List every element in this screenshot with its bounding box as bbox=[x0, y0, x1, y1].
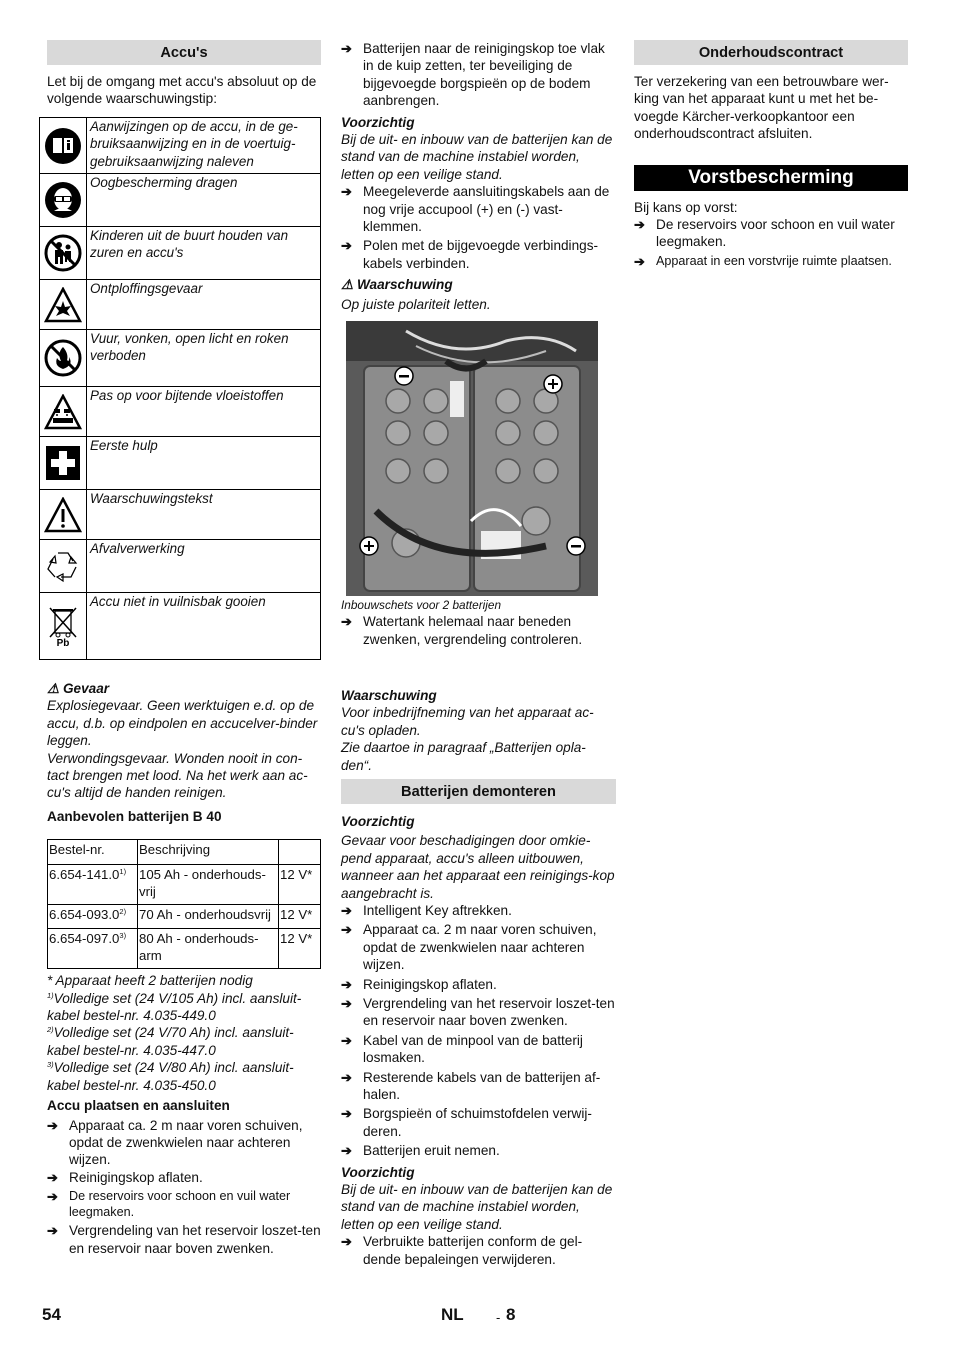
list-item: ➔ Verbruikte batterijen conform de gel-dende bepaleingen verwijderen. bbox=[341, 1234, 583, 1267]
eye-protection-icon bbox=[40, 174, 87, 227]
intro-text: Let bij de omgang met accu's absoluut op de volgende waarschuwingstip: bbox=[47, 74, 317, 107]
list-item: ➔ Intelligent Key aftrekken. bbox=[341, 902, 512, 918]
arrow-icon: ➔ bbox=[341, 1234, 352, 1250]
symbol-text: Eerste hulp bbox=[87, 437, 321, 490]
warning-icon: ⚠ bbox=[341, 277, 357, 293]
list-item: ➔ Batterijen eruit nemen. bbox=[341, 1143, 500, 1159]
caution-text: Bij de uit- en inbouw van de batterijen kan de stand van de machine instabiel worden, letten op een veilige stand. bbox=[341, 132, 613, 182]
list-item: ➔ Meegeleverde aansluitingskabels aan de nog vrije accupool (+) en (-) vast-klemmen. bbox=[341, 184, 610, 235]
danger-text-2: Verwondingsgevaar. Wonden nooit in con-tact brengen met lood. Na het werk aan ac-cu's altijd de handen reinigen. bbox=[47, 750, 308, 801]
table-header: Bestel-nr. bbox=[48, 840, 138, 865]
symbol-text: Ontploffingsgevaar bbox=[87, 280, 321, 330]
arrow-icon: ➔ bbox=[341, 976, 352, 992]
no-fire-icon bbox=[40, 330, 87, 387]
arrow-icon: ➔ bbox=[47, 1117, 58, 1133]
list-item: ➔ Reinigingskop aflaten. bbox=[341, 976, 497, 992]
note-star: * Apparaat heeft 2 batterijen nodig bbox=[47, 973, 253, 989]
warning-text: Zie daartoe in paragraaf „Batterijen opla-den“. bbox=[341, 740, 586, 773]
table-row: 6.654-141.0$^{1)}$ 105 Ah - onderhouds-vrij 12 V* bbox=[48, 865, 321, 905]
symbol-text: Kinderen uit de buurt houden van zuren en accu's bbox=[87, 227, 321, 280]
list-item: ➔ De reservoirs voor schoon en vuil water leegmaken. bbox=[634, 217, 895, 250]
first-aid-icon bbox=[40, 437, 87, 490]
note-2: $^{2)}$Volledige set (24 V/70 Ah) incl. aansluit-kabel bestel-nr. 4.035-447.0 bbox=[47, 1025, 294, 1058]
arrow-icon: ➔ bbox=[341, 614, 352, 630]
list-item: ➔ Reinigingskop aflaten. bbox=[47, 1169, 203, 1185]
warning-icon: ⚠ bbox=[47, 681, 63, 696]
footer-dash: - bbox=[496, 1310, 501, 1325]
explosion-icon bbox=[40, 280, 87, 330]
list-item: ➔ Watertank helemaal naar beneden zwenken, vergrendeling controleren. bbox=[341, 614, 583, 647]
section-heading-frost: Vorstbescherming bbox=[634, 165, 908, 191]
danger-text-1: Explosiegevaar. Geen werktuigen e.d. op de accu, d.b. op eindpolen en accucelver-binder leggen. bbox=[47, 698, 318, 749]
arrow-icon: ➔ bbox=[341, 238, 352, 254]
battery-photo bbox=[346, 321, 598, 596]
table-header: Beschrijving bbox=[138, 840, 279, 865]
column-1-lower bbox=[47, 680, 321, 1257]
recycling-icon bbox=[40, 540, 87, 593]
frost-intro: Bij kans op vorst: bbox=[634, 199, 738, 215]
symbol-text: Aanwijzingen op de accu, in de ge-bruiksaanwijzing en in de voertuig-gebruiksaanwijzing naleven bbox=[87, 118, 321, 174]
arrow-icon: ➔ bbox=[341, 996, 352, 1011]
warning-label: Waarschuwing bbox=[341, 687, 437, 703]
section-heading-contract: Onderhoudscontract bbox=[634, 40, 908, 65]
table-row: 6.654-097.0$^{3)}$ 80 Ah - onderhouds-arm 12 V* bbox=[48, 929, 321, 969]
no-children-icon bbox=[40, 227, 87, 280]
section-page-number: 8 bbox=[506, 1305, 516, 1324]
arrow-icon: ➔ bbox=[341, 1106, 352, 1122]
contract-text: Ter verzekering van een betrouwbare wer-king van het apparaat kunt u met het be-voegde Kärcher-verkoopkantoor een onderhoudscontract afsluiten. bbox=[634, 74, 889, 142]
photo-caption: Inbouwschets voor 2 batterijen bbox=[341, 598, 502, 613]
page-number: 54 bbox=[42, 1305, 61, 1324]
list-item: ➔ Apparaat in een vorstvrije ruimte plaatsen. bbox=[634, 253, 892, 269]
note-3: $^{3)}$Volledige set (24 V/80 Ah) incl. aansluit-kabel bestel-nr. 4.035-450.0 bbox=[47, 1060, 294, 1093]
arrow-icon: ➔ bbox=[341, 184, 352, 200]
warning-text: Op juiste polariteit letten. bbox=[341, 296, 491, 312]
caution-label: Voorzichtig bbox=[341, 114, 415, 130]
arrow-icon: ➔ bbox=[634, 217, 645, 233]
corrosive-icon bbox=[40, 387, 87, 437]
list-item: ➔ Batterijen naar de reinigingskop toe vlak in de kuip zetten, ter beveiliging de bijgevoegde borgspieën op de bodem aanbrengen. bbox=[341, 41, 605, 109]
section-heading-accus: Accu's bbox=[47, 40, 321, 65]
caution-label: Voorzichtig bbox=[341, 1164, 415, 1180]
battery-order-table bbox=[47, 839, 321, 969]
arrow-icon: ➔ bbox=[341, 41, 352, 56]
list-item: ➔ Apparaat ca. 2 m naar voren schuiven, opdat de zwenkwielen naar achteren wijzen. bbox=[341, 922, 597, 973]
danger-label: ⚠ Gevaar bbox=[47, 681, 110, 696]
no-bin-icon bbox=[40, 593, 87, 660]
symbol-text: Afvalverwerking bbox=[87, 540, 321, 593]
caution-text: Gevaar voor beschadigingen door omkie-pend apparaat, accu's alleen uitbouwen, wanneer aan het apparaat een reinigings-kop aangebracht is. bbox=[341, 833, 615, 901]
symbol-text: Accu niet in vuilnisbak gooien bbox=[87, 593, 321, 660]
list-item: ➔ Apparaat ca. 2 m naar voren schuiven, opdat de zwenkwielen naar achteren wijzen. bbox=[47, 1117, 303, 1168]
list-item: ➔ De reservoirs voor schoon en vuil water leegmaken. bbox=[47, 1189, 291, 1220]
list-item: ➔ Kabel van de minpool van de batterij losmaken. bbox=[341, 1032, 583, 1066]
list-item: ➔ Vergrendeling van het reservoir loszet-ten en reservoir naar boven zwenken. bbox=[47, 1223, 321, 1256]
symbol-text: Oogbescherming dragen bbox=[87, 174, 321, 227]
caution-label: Voorzichtig bbox=[341, 813, 415, 829]
symbol-text: Vuur, vonken, open licht en roken verboden bbox=[87, 330, 321, 387]
note-1: $^{1)}$Volledige set (24 V/105 Ah) incl. aansluit-kabel bestel-nr. 4.035-449.0 bbox=[47, 990, 302, 1024]
svg-text:Pb: Pb bbox=[56, 638, 70, 647]
manual-icon bbox=[40, 118, 87, 174]
arrow-icon: ➔ bbox=[341, 1032, 352, 1048]
install-heading: Accu plaatsen en aansluiten bbox=[47, 1098, 230, 1114]
list-item: ➔ Borgspieën of schuimstofdelen verwij-deren. bbox=[341, 1106, 592, 1139]
arrow-icon: ➔ bbox=[634, 253, 645, 269]
arrow-icon: ➔ bbox=[47, 1169, 58, 1185]
language-code: NL bbox=[441, 1305, 464, 1324]
column-1 bbox=[47, 40, 321, 108]
list-item: ➔ Vergrendeling van het reservoir loszet-ten en reservoir naar boven zwenken. bbox=[341, 996, 615, 1029]
warning-text: Voor inbedrijfneming van het apparaat ac-cu's opladen. bbox=[341, 705, 594, 738]
symbol-text: Pas op voor bijtende vloeistoffen bbox=[87, 387, 321, 437]
arrow-icon: ➔ bbox=[341, 1069, 352, 1085]
arrow-icon: ➔ bbox=[341, 902, 352, 918]
arrow-icon: ➔ bbox=[47, 1223, 58, 1239]
list-item: ➔ Polen met de bijgevoegde verbindings-kabels verbinden. bbox=[341, 238, 599, 271]
section-heading-remove: Batterijen demonteren bbox=[341, 779, 616, 804]
list-item: ➔ Resterende kabels van de batterijen af-halen. bbox=[341, 1069, 601, 1103]
table-row: 6.654-093.0$^{2)}$ 70 Ah - onderhoudsvrij 12 V* bbox=[48, 905, 321, 929]
arrow-icon: ➔ bbox=[341, 1143, 352, 1159]
recommended-heading: Aanbevolen batterijen B 40 bbox=[47, 808, 222, 824]
arrow-icon: ➔ bbox=[47, 1189, 58, 1205]
warning-icon bbox=[40, 490, 87, 540]
table-header bbox=[279, 840, 321, 865]
caution-text: Bij de uit- en inbouw van de batterijen kan de stand van de machine instabiel worden, letten op een veilige stand. bbox=[341, 1182, 613, 1232]
symbol-text: Waarschuwingstekst bbox=[87, 490, 321, 540]
column-2 bbox=[341, 40, 616, 1268]
arrow-icon: ➔ bbox=[341, 922, 352, 938]
warning-symbols-table bbox=[39, 117, 321, 660]
column-3 bbox=[634, 40, 908, 270]
warning-label: ⚠ Waarschuwing bbox=[341, 277, 453, 293]
